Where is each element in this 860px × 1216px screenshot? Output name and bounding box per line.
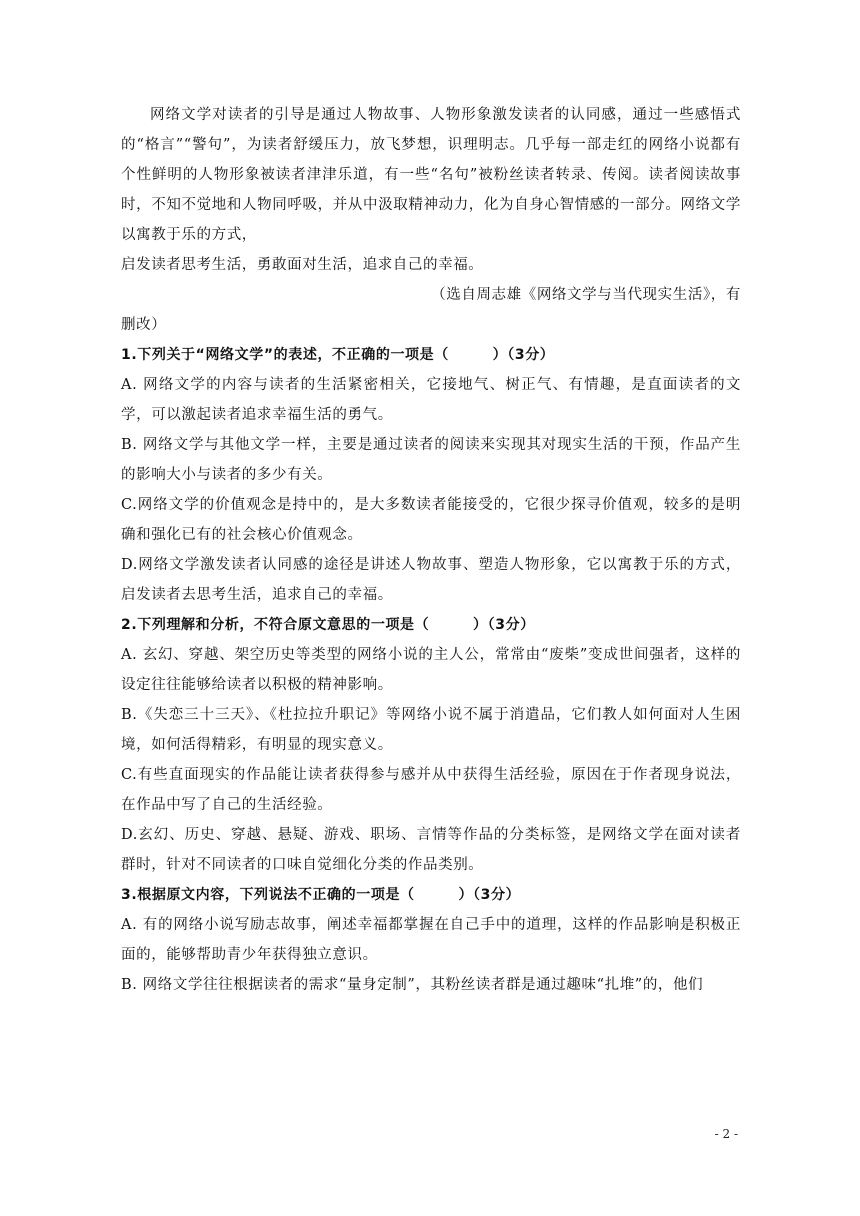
question-1-option-b: B. 网络文学与其他文学一样，主要是通过读者的阅读来实现其对现实生活的干预，作品产生的影响大小与读者的多少有关。 [121, 437, 741, 483]
question-2-option-a: A. 玄幻、穿越、架空历史等类型的网络小说的主人公，常常由“废柴”变成世间强者，这样的设定往往能够给读者以积极的精神影响。 [121, 647, 741, 693]
question-1-stem: 1.下列关于“网络文学”的表述，不正确的一项是（ ）（3分） [121, 347, 555, 363]
passage-source-continued: 删改） [121, 317, 167, 333]
question-2-option-b: B.《失恋三十三天》、《杜拉拉升职记》等网络小说不属于消遣品，它们教人如何面对人生困境，如何活得精彩，有明显的现实意义。 [121, 707, 741, 753]
question-2-option-c: C.有些直面现实的作品能让读者获得参与感并从中获得生活经验，原因在于作者现身说法，在作品中写了自己的生活经验。 [121, 767, 741, 813]
document-page [121, 100, 741, 1000]
passage-source: （选自周志雄《网络文学与当代现实生活》，有 [431, 287, 741, 303]
question-2-stem: 2.下列理解和分析，不符合原文意思的一项是（ ）（3分） [121, 617, 535, 633]
question-1-option-c: C.网络文学的价值观念是持中的，是大多数读者能接受的，它很少探寻价值观，较多的是明确和强化已有的社会核心价值观念。 [121, 497, 741, 543]
question-3-option-b: B. 网络文学往往根据读者的需求“量身定制”，其粉丝读者群是通过趣味“扎堆”的，他们 [121, 977, 704, 993]
question-3-stem: 3.根据原文内容，下列说法不正确的一项是（ ）（3分） [121, 887, 521, 903]
question-2-option-d: D.玄幻、历史、穿越、悬疑、游戏、职场、言情等作品的分类标签，是网络文学在面对读者群时，针对不同读者的口味自觉细化分类的作品类别。 [121, 827, 741, 873]
passage-paragraph: 网络文学对读者的引导是通过人物故事、人物形象激发读者的认同感，通过一些感悟式的“格言”“警句”，为读者舒缓压力，放飞梦想，识理明志。几乎每一部走红的网络小说都有个性鲜明的人物形象被读者津津乐道，有一些“名句”被粉丝读者转录、传阅。读者阅读故事时，不知不觉地和人物同呼吸，并从中汲取精神动力，化为自身心智情感的一部分。网络文学以寓教于乐的方式， [121, 107, 741, 243]
page-number: - 2 - [714, 1127, 738, 1141]
question-1-option-a: A. 网络文学的内容与读者的生活紧密相关，它接地气、树正气、有情趣，是直面读者的文学，可以激起读者追求幸福生活的勇气。 [121, 377, 741, 423]
passage-paragraph-end: 启发读者思考生活，勇敢面对生活，追求自己的幸福。 [121, 257, 484, 273]
question-1-option-d: D.网络文学激发读者认同感的途径是讲述人物故事、塑造人物形象，它以寓教于乐的方式，启发读者去思考生活，追求自己的幸福。 [121, 557, 741, 603]
question-3-option-a: A. 有的网络小说写励志故事，阐述幸福都掌握在自己手中的道理，这样的作品影响是积极正面的，能够帮助青少年获得独立意识。 [121, 917, 741, 963]
